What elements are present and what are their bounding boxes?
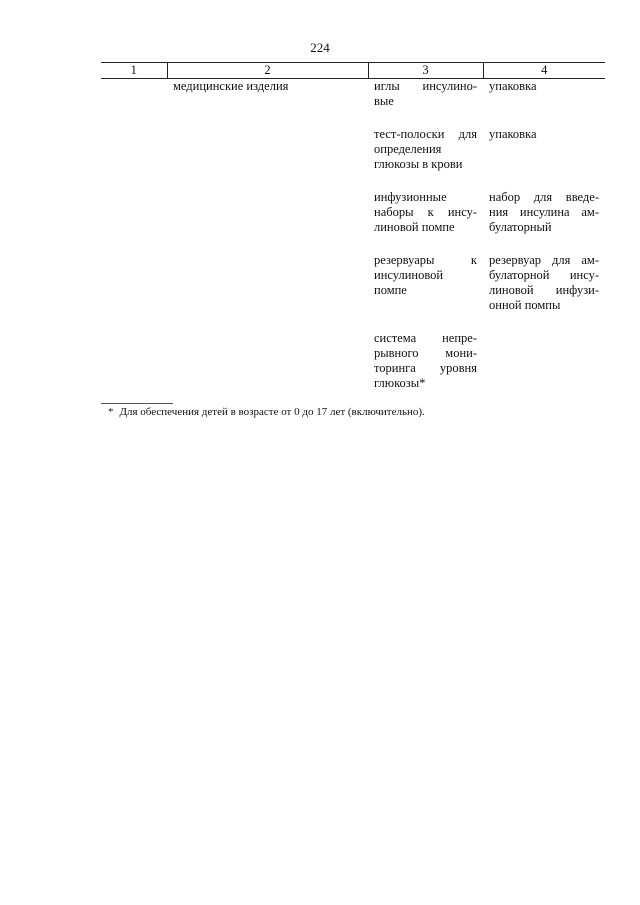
table-row <box>101 190 605 235</box>
table-row <box>101 331 605 391</box>
cell-item <box>368 127 483 172</box>
unit-line: резервуар для ам- <box>489 253 599 267</box>
item-line: система непре- <box>374 331 477 345</box>
cell-item <box>368 79 483 110</box>
item-line: рывного мони- <box>374 346 477 360</box>
item-line: инфузионные <box>374 190 447 204</box>
row-spacer <box>101 172 605 190</box>
cell-col-1 <box>101 253 167 313</box>
unit-line: упаковка <box>489 127 537 141</box>
cell-unit <box>483 190 605 235</box>
cell-col-1 <box>101 331 167 391</box>
item-line: глюкозы в крови <box>374 157 463 171</box>
cell-col-1 <box>101 79 167 110</box>
table-row <box>101 79 605 110</box>
cell-col-2 <box>167 190 368 235</box>
item-line: иглы инсулино- <box>374 79 477 93</box>
footnote-mark: * <box>108 406 114 418</box>
cell-unit <box>483 331 605 391</box>
page-number: 224 <box>310 40 330 55</box>
column-number-row <box>101 63 605 79</box>
row-spacer <box>101 109 605 127</box>
item-line: наборы к инсу- <box>374 205 477 219</box>
cell-col-2 <box>167 79 368 110</box>
unit-line: набор для введе- <box>489 190 599 204</box>
cell-col-1 <box>101 127 167 172</box>
unit-line: булаторный <box>489 220 552 234</box>
medical-devices-table <box>101 62 605 391</box>
item-line: резервуары к <box>374 253 477 267</box>
unit-line: онной помпы <box>489 298 561 312</box>
row-spacer <box>101 313 605 331</box>
unit-line: упаковка <box>489 79 537 93</box>
column-header-3: 3 <box>368 63 483 79</box>
column-header-4: 4 <box>483 63 605 79</box>
footnote-divider <box>101 403 173 404</box>
table-row <box>101 253 605 313</box>
footnote <box>108 406 425 418</box>
unit-line: линовой инфузи- <box>489 283 599 297</box>
item-line: тест-полоски для <box>374 127 477 141</box>
cell-item <box>368 190 483 235</box>
table-row <box>101 127 605 172</box>
unit-line: булаторной инсу- <box>489 268 599 282</box>
item-line: помпе <box>374 283 407 297</box>
cell-col-2 <box>167 253 368 313</box>
cell-unit <box>483 127 605 172</box>
cell-col-1 <box>101 190 167 235</box>
cell-item <box>368 331 483 391</box>
item-line: линовой помпе <box>374 220 455 234</box>
cell-col-2 <box>167 127 368 172</box>
category-label: медицинские изделия <box>173 79 289 93</box>
cell-unit <box>483 79 605 110</box>
footnote-text: Для обеспечения детей в возрасте от 0 до 17 лет (включительно). <box>119 406 425 418</box>
cell-unit <box>483 253 605 313</box>
item-line: торинга уровня <box>374 361 477 375</box>
column-header-2: 2 <box>167 63 368 79</box>
item-line: глюкозы* <box>374 376 426 390</box>
item-line: вые <box>374 94 394 108</box>
column-header-1: 1 <box>101 63 167 79</box>
item-line: инсулиновой <box>374 268 444 282</box>
cell-item <box>368 253 483 313</box>
unit-line: ния инсулина ам- <box>489 205 599 219</box>
row-spacer <box>101 235 605 253</box>
cell-col-2 <box>167 331 368 391</box>
item-line: определения <box>374 142 442 156</box>
